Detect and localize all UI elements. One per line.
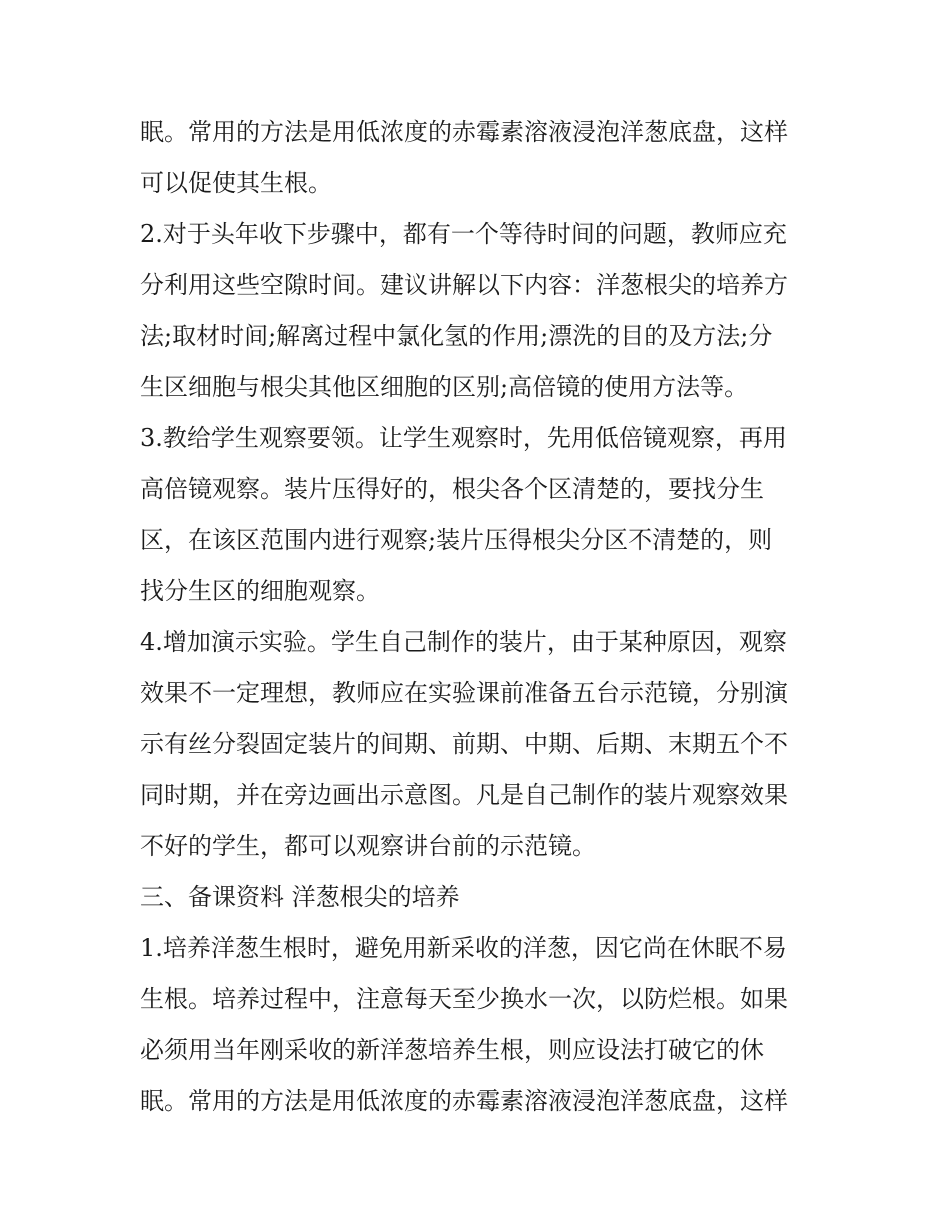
text-line: 3.教给学生观察要领。让学生观察时，先用低倍镜观察，再用 — [140, 424, 787, 452]
text-line: 可以促使其生根。 — [140, 169, 332, 197]
text-line: 法;取材时间;解离过程中氯化氢的作用;漂洗的目的及方法;分 — [140, 322, 773, 350]
text-line: 必须用当年刚采收的新洋葱培养生根，则应设法打破它的休 — [140, 1036, 764, 1064]
text-line: 生区细胞与根尖其他区细胞的区别;高倍镜的使用方法等。 — [140, 373, 749, 401]
text-line: 区，在该区范围内进行观察;装片压得根尖分区不清楚的，则 — [140, 526, 773, 554]
text-line: 高倍镜观察。装片压得好的，根尖各个区清楚的，要找分生 — [140, 475, 764, 503]
section-heading: 三、备课资料 洋葱根尖的培养 — [140, 883, 460, 911]
text-line: 眠。常用的方法是用低浓度的赤霉素溶液浸泡洋葱底盘，这样 — [140, 1087, 788, 1115]
document-body — [140, 107, 820, 1127]
text-line: 同时期，并在旁边画出示意图。凡是自己制作的装片观察效果 — [140, 781, 788, 809]
text-line: 生根。培养过程中，注意每天至少换水一次，以防烂根。如果 — [140, 985, 788, 1013]
text-line: 2.对于头年收下步骤中，都有一个等待时间的问题，教师应充 — [140, 220, 787, 248]
text-line: 1.培养洋葱生根时，避免用新采收的洋葱，因它尚在休眠不易 — [140, 934, 787, 962]
text-line: 分利用这些空隙时间。建议讲解以下内容：洋葱根尖的培养方 — [140, 271, 788, 299]
text-line: 4.增加演示实验。学生自己制作的装片，由于某种原因，观察 — [140, 628, 787, 656]
text-line: 示有丝分裂固定装片的间期、前期、中期、后期、末期五个不 — [140, 730, 788, 758]
text-line: 不好的学生，都可以观察讲台前的示范镜。 — [140, 832, 596, 860]
text-line: 找分生区的细胞观察。 — [140, 577, 380, 605]
text-line: 眠。常用的方法是用低浓度的赤霉素溶液浸泡洋葱底盘，这样 — [140, 118, 788, 146]
text-line: 效果不一定理想，教师应在实验课前准备五台示范镜，分别演 — [140, 679, 788, 707]
